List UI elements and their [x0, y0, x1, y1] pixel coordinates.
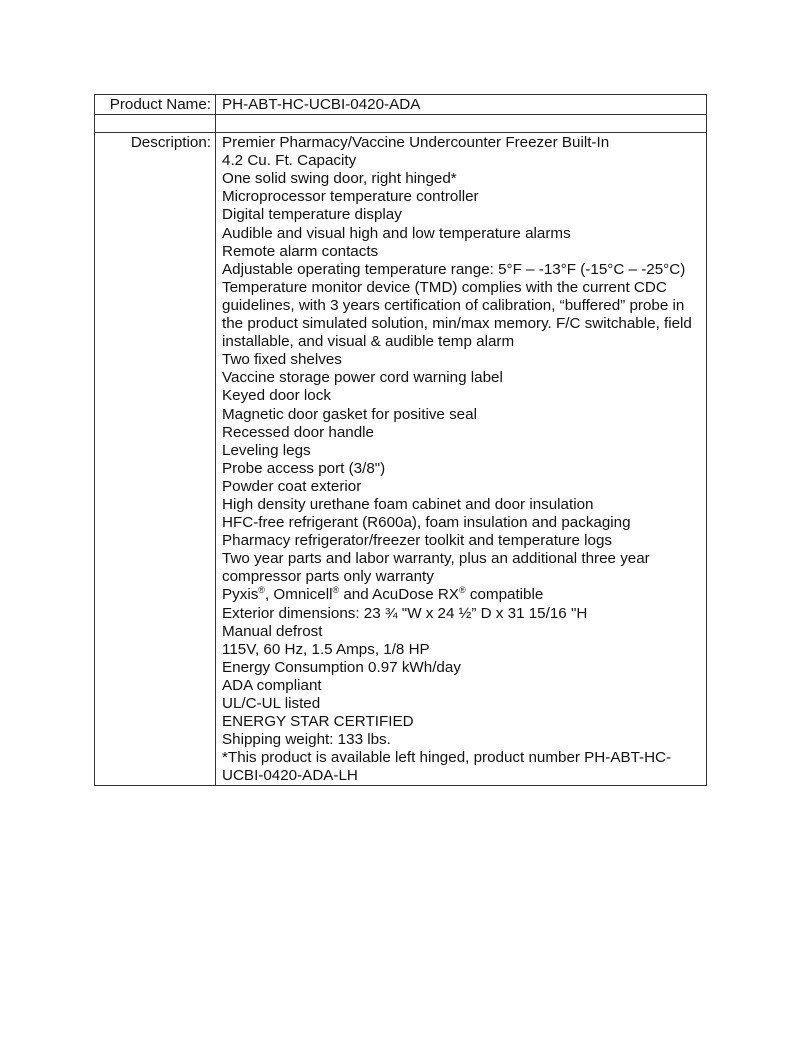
desc-line: Energy Consumption 0.97 kWh/day [222, 658, 461, 676]
desc-line: Premier Pharmacy/Vaccine Undercounter Freezer Built-In [222, 134, 610, 152]
omnicell-text: Omnicell [273, 586, 333, 604]
desc-line: Magnetic door gasket for positive seal [222, 405, 477, 423]
pyxis-text: Pyxis [222, 586, 259, 604]
desc-line: Powder coat exterior [222, 477, 362, 495]
desc-line: Audible and visual high and low temperature alarms [222, 224, 571, 242]
spacer-row [95, 115, 707, 133]
desc-line: High density urethane foam cabinet and door insulation [222, 495, 594, 513]
desc-line: HFC-free refrigerant (R600a), foam insulation and packaging [222, 514, 631, 532]
compat-suffix: compatible [465, 586, 544, 604]
desc-line: Adjustable operating temperature range: 5°F – -13°F (-15°C – -25°C) [222, 260, 686, 278]
compatibility-line [222, 586, 700, 604]
description-value [216, 133, 707, 786]
registered-mark: ® [332, 585, 340, 596]
desc-line: Temperature monitor device (TMD) complies with the current CDC guidelines, with 3 years certification of calibration, “buffered” probe in the product simulated solution, min/max memory. F/C switchable, field installable, and visual & audible temp alarm [222, 278, 692, 351]
description-row [95, 133, 707, 786]
desc-line: Keyed door lock [222, 387, 331, 405]
registered-mark: ® [459, 585, 466, 596]
desc-line: Exterior dimensions: 23 ¾ "W x 24 ½” D x 31 15/16 "H [222, 604, 588, 622]
desc-line: Remote alarm contacts [222, 242, 379, 260]
acudose-text: AcuDose RX [372, 586, 460, 604]
description-label: Description: [95, 133, 216, 786]
desc-line: Pharmacy refrigerator/freezer toolkit and temperature logs [222, 532, 612, 550]
desc-line: Vaccine storage power cord warning label [222, 369, 503, 387]
spec-table [94, 94, 707, 786]
spacer-cell-left [95, 115, 216, 133]
desc-line: Recessed door handle [222, 423, 374, 441]
desc-line: ENERGY STAR CERTIFIED [222, 713, 414, 731]
desc-line: Two year parts and labor warranty, plus an additional three year compressor parts only warranty [222, 550, 650, 586]
spacer-cell-right [216, 115, 707, 133]
desc-line: Digital temperature display [222, 206, 402, 224]
desc-line: Manual defrost [222, 622, 323, 640]
product-name-value: PH-ABT-HC-UCBI-0420-ADA [216, 95, 707, 115]
product-name-row [95, 95, 707, 115]
compat-separator: , [264, 586, 274, 604]
desc-line: 115V, 60 Hz, 1.5 Amps, 1/8 HP [222, 640, 430, 658]
desc-line: Shipping weight: 133 lbs. [222, 731, 391, 749]
desc-line: *This product is available left hinged, product number PH-ABT-HC-UCBI-0420-ADA-LH [222, 749, 672, 785]
product-name-label: Product Name: [95, 95, 216, 115]
desc-line: Two fixed shelves [222, 351, 342, 369]
desc-line: Microprocessor temperature controller [222, 188, 479, 206]
desc-line: Leveling legs [222, 441, 311, 459]
compat-separator: and [339, 586, 373, 604]
desc-line: ADA compliant [222, 676, 322, 694]
desc-line: 4.2 Cu. Ft. Capacity [222, 152, 357, 170]
desc-line: One solid swing door, right hinged* [222, 170, 457, 188]
desc-line: Probe access port (3/8") [222, 459, 386, 477]
registered-mark: ® [258, 585, 265, 596]
desc-line: UL/C-UL listed [222, 695, 321, 712]
